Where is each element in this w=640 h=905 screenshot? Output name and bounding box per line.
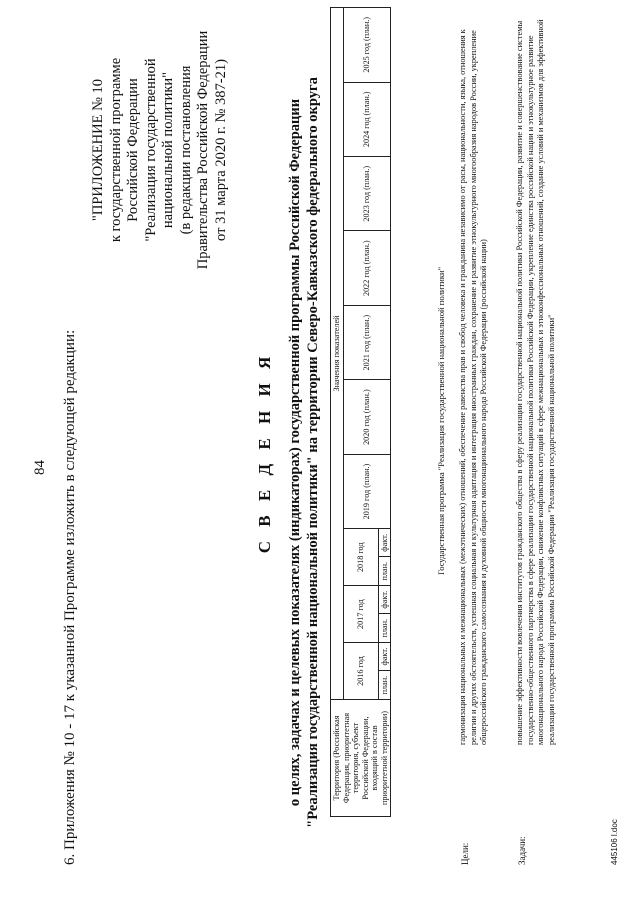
future-year-header: 2020 год (план.) [343, 380, 391, 454]
appendix-line: "ПРИЛОЖЕНИЕ № 10 [90, 78, 106, 222]
appendix-line: национальной политики" [160, 71, 176, 229]
appendix-line: к государственной программе [107, 57, 124, 243]
appendix-line: Российской Федерации [125, 78, 141, 222]
appendix-header [90, 15, 230, 285]
tasks-text: повышение эффективности вовлечения институтов гражданского общества в сферу реализации государственной национальной политики Российской Федерации, развитие и совершенствование системы государственно-общественного партнерства в сфере реализации государственной национальной политики Российской Федерации, укрепление единства российской нации и этнокультурное развитие многонационального народа Российской Федерации, снижение конфликтных ситуаций в сфере межнациональных и этноконфессиональных отношений, создание условий и механизмов для эффективной реализации государственной программы Российской Федерации "Реализация государственной национальной политики" [515, 19, 556, 745]
fact-header: факт. [378, 643, 391, 671]
appendix-line: "Реализация государственной [142, 58, 159, 242]
goals-text: гармонизация национальных и межнациональных (межэтнических) отношений, обеспечение равенства прав и свобод человека и гражданина независимо от расы, национальности, языка, отношения к религии и других обстоятельств, успешная социальная и культурная адаптация и интеграция иностранных граждан, сохранение и развитие этнокультурного многообразия народов России, укрепление общероссийского гражданского самосознания и духовной общности многонационального народа Российской Федерации (российской нации) [458, 29, 489, 745]
future-year-header: 2019 год (план.) [343, 454, 391, 528]
indicators-table [330, 7, 391, 817]
plan-header: план. [378, 557, 391, 586]
territory-header: Территория (Российская Федерация, приоритетная территория, субъект Российской Федерации, входящий в состав приоритетной территории) [331, 700, 391, 817]
year-header: 2016 год [343, 643, 378, 700]
intro-paragraph: 6. Приложения № 10 - 17 к указанной Программе изложить в следующей редакции: [62, 329, 78, 865]
title-line-2: "Реализация государственной национальной политики" на территории Северо-Кавказского федерального округа [305, 77, 321, 828]
title-line-1: о целях, задачах и целевых показателях (индикаторах) государственной программы Российской Федерации [287, 98, 303, 807]
program-label: Государственная программа "Реализация государственной национальной политики" [436, 266, 446, 575]
appendix-line: (в редакции постановления [177, 65, 194, 235]
future-year-header: 2025 год (план.) [343, 8, 391, 83]
future-year-header: 2022 год (план.) [343, 231, 391, 305]
file-reference: 445106 l.doc [610, 819, 619, 865]
title-heading: С В Е Д Е Н И Я [255, 351, 274, 554]
plan-header: план. [378, 614, 391, 643]
year-header: 2018 год [343, 529, 378, 586]
year-header: 2017 год [343, 586, 378, 643]
document-title [255, 0, 322, 905]
future-year-header: 2021 год (план.) [343, 305, 391, 379]
future-year-header: 2023 год (план.) [343, 157, 391, 231]
appendix-line: от 31 марта 2020 г. № 387-21) [212, 59, 229, 241]
goals-label: Цели: [460, 842, 470, 865]
future-year-header: 2024 год (план.) [343, 82, 391, 156]
page-number: 84 [32, 460, 48, 475]
appendix-line: Правительства Российской Федерации [195, 30, 211, 270]
fact-header: факт. [378, 529, 391, 557]
fact-header: факт. [378, 586, 391, 614]
values-header: Значения показателей [331, 8, 344, 700]
plan-header: план. [378, 671, 391, 700]
tasks-label: Задачи: [517, 836, 527, 865]
